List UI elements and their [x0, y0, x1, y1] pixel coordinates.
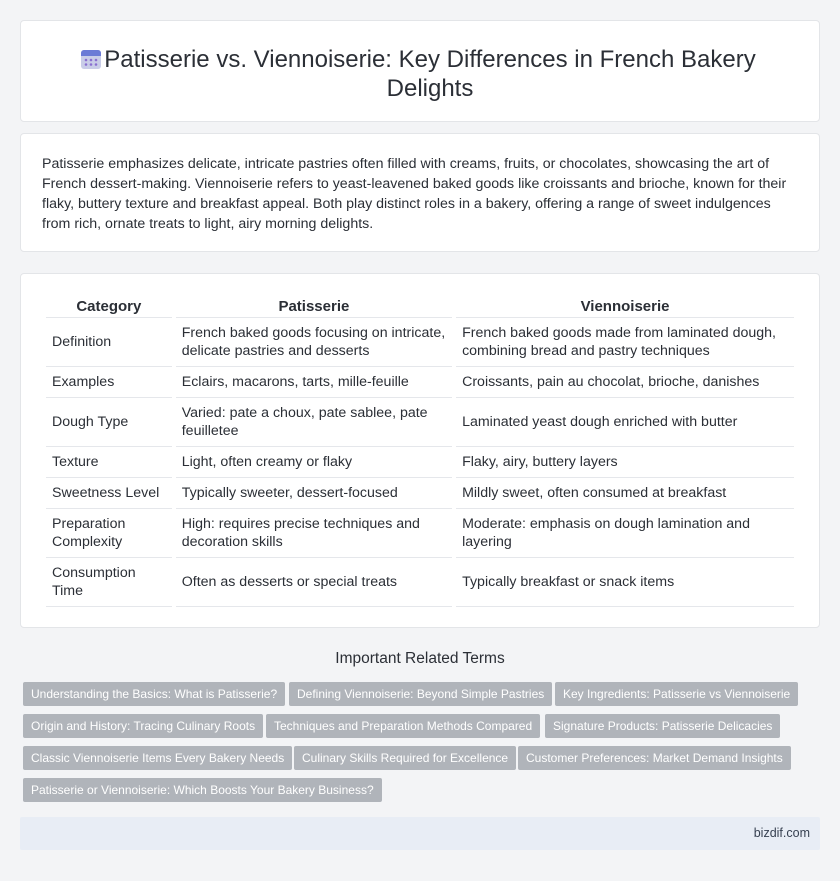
related-term-tag[interactable]: Classic Viennoiserie Items Every Bakery Needs: [23, 746, 292, 770]
related-term-tag[interactable]: Signature Products: Patisserie Delicacies: [545, 714, 780, 738]
page-title: Patisserie vs. Viennoiserie: Key Differences in French Bakery Delights: [104, 46, 756, 102]
table-cell-category: Preparation Complexity: [46, 509, 172, 558]
related-term-tag[interactable]: Techniques and Preparation Methods Compared: [266, 714, 540, 738]
related-term-tag[interactable]: Defining Viennoiserie: Beyond Simple Pastries: [289, 682, 552, 706]
header-patisserie: Patisserie: [176, 296, 452, 318]
header-viennoiserie: Viennoiserie: [456, 296, 794, 318]
table-header-row: [46, 296, 794, 318]
table-cell-category: Consumption Time: [46, 558, 172, 607]
related-term-tag[interactable]: Key Ingredients: Patisserie vs Viennoiserie: [555, 682, 798, 706]
table-cell-patisserie: Typically sweeter, dessert-focused: [176, 478, 452, 509]
table-row: [46, 478, 794, 509]
table-row: [46, 318, 794, 367]
related-term-tag[interactable]: Customer Preferences: Market Demand Insights: [518, 746, 791, 770]
table-cell-category: Dough Type: [46, 398, 172, 447]
header-card: [20, 20, 820, 122]
header-category: Category: [46, 296, 172, 318]
table-cell-viennoiserie: Croissants, pain au chocolat, brioche, danishes: [456, 367, 794, 398]
table-row: [46, 558, 794, 607]
table-row: [46, 398, 794, 447]
comparison-table: [42, 296, 798, 607]
table-cell-viennoiserie: Typically breakfast or snack items: [456, 558, 794, 607]
table-cell-category: Definition: [46, 318, 172, 367]
footer: [20, 817, 820, 850]
table-cell-viennoiserie: Mildly sweet, often consumed at breakfast: [456, 478, 794, 509]
related-term-tag[interactable]: Patisserie or Viennoiserie: Which Boosts Your Bakery Business?: [23, 778, 382, 802]
table-cell-viennoiserie: Moderate: emphasis on dough lamination and layering: [456, 509, 794, 558]
table-cell-patisserie: Eclairs, macarons, tarts, mille-feuille: [176, 367, 452, 398]
related-term-tag[interactable]: Culinary Skills Required for Excellence: [294, 746, 516, 770]
table-cell-patisserie: Often as desserts or special treats: [176, 558, 452, 607]
table-row: [46, 447, 794, 478]
related-term-tag[interactable]: Origin and History: Tracing Culinary Roots: [23, 714, 263, 738]
table-cell-category: Sweetness Level: [46, 478, 172, 509]
intro-card: [20, 133, 820, 252]
table-row: [46, 509, 794, 558]
related-term-tag[interactable]: Understanding the Basics: What is Patisserie?: [23, 682, 285, 706]
table-cell-category: Texture: [46, 447, 172, 478]
comparison-table-card: [20, 273, 820, 628]
table-cell-patisserie: High: requires precise techniques and decoration skills: [176, 509, 452, 558]
table-cell-patisserie: Light, often creamy or flaky: [176, 447, 452, 478]
footer-site-link[interactable]: bizdif.com: [753, 826, 810, 840]
table-row: [46, 367, 794, 398]
intro-text: Patisserie emphasizes delicate, intricate pastries often filled with creams, fruits, or chocolates, showcasing the art of French dessert-making. Viennoiserie refers to yeast-leavened baked goods like croissants and brioche, known for their flaky, buttery texture and breakfast appeal. Both play distinct roles in a bakery, offering a range of sweet indulgences from rich, ornate treats to light, airy morning delights.: [42, 156, 787, 232]
table-cell-patisserie: Varied: pate a choux, pate sablee, pate feuilletee: [176, 398, 452, 447]
table-cell-patisserie: French baked goods focusing on intricate, delicate pastries and desserts: [176, 318, 452, 367]
table-cell-viennoiserie: French baked goods made from laminated dough, combining bread and pastry techniques: [456, 318, 794, 367]
table-cell-viennoiserie: Flaky, airy, buttery layers: [456, 447, 794, 478]
table-cell-viennoiserie: Laminated yeast dough enriched with butter: [456, 398, 794, 447]
related-terms-title: Important Related Terms: [335, 650, 505, 667]
table-cell-category: Examples: [46, 367, 172, 398]
